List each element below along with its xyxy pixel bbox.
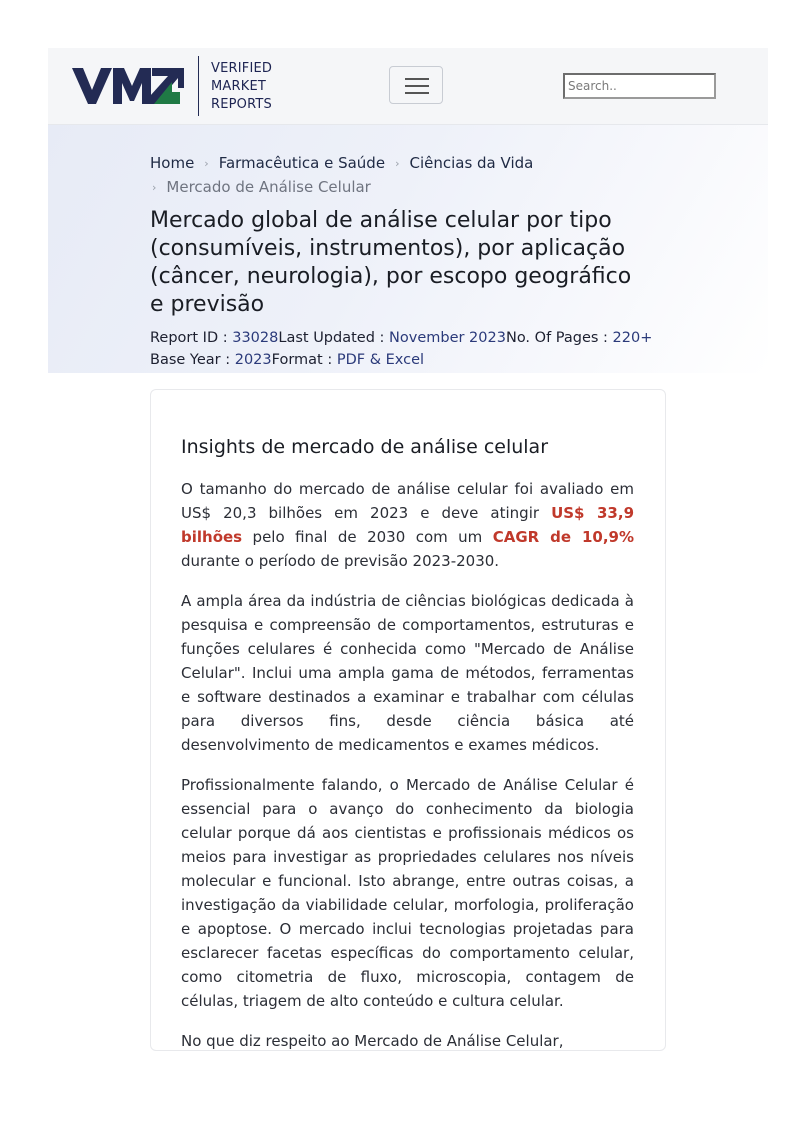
hamburger-icon-bar-top	[405, 78, 429, 80]
updated-value: November 2023	[389, 330, 506, 346]
hamburger-icon-bar-bottom	[405, 92, 429, 94]
updated-label: Last Updated :	[278, 330, 390, 346]
breadcrumb-life-sciences[interactable]: Ciências da Vida	[409, 154, 534, 172]
hamburger-icon-bar-mid	[405, 85, 429, 87]
insights-paragraph-1	[181, 477, 634, 573]
brand-wordmark[interactable]	[211, 60, 301, 114]
insights-paragraph-2: A ampla área da indústria de ciências biológicas dedicada à pesquisa e compreensão de comportamentos, estruturas e funções celulares é conhecida como "Mercado de Análise Celular". Inclui uma ampla gama de métodos, ferramentas e software destinados a examinar e trabalhar com células para diversos fins, desde ciência básica até desenvolvimento de medicamentos e exames médicos.	[181, 592, 634, 754]
chevron-right-icon: ›	[152, 180, 157, 194]
chevron-right-icon: ›	[395, 156, 400, 170]
breadcrumb-pharma[interactable]: Farmacêutica e Saúde	[218, 154, 386, 172]
pages-value: 220+	[612, 330, 653, 346]
logo-divider	[198, 56, 199, 116]
insights-paragraph-4: No que diz respeito ao Mercado de Análise Celular,	[181, 1032, 564, 1050]
pages-label: No. Of Pages :	[505, 330, 613, 346]
report-id-value: 33028	[232, 330, 279, 346]
report-meta	[150, 327, 670, 371]
report-hero	[48, 125, 768, 373]
p1-text-a: O tamanho do mercado de análise celular foi avaliado em US$ 20,3 bilhões em 2023 e deve atingir	[181, 480, 634, 522]
format-label: Format :	[271, 352, 337, 368]
breadcrumb	[150, 151, 670, 199]
insights-title: Insights de mercado de análise celular	[181, 436, 549, 458]
brand-line-3: REPORTS	[211, 97, 272, 112]
breadcrumb-home[interactable]: Home	[150, 154, 195, 172]
chevron-right-icon: ›	[204, 156, 209, 170]
search-input[interactable]	[563, 73, 716, 99]
p1-text-c: durante o período de previsão 2023-2030.	[181, 552, 500, 570]
insights-card	[150, 389, 666, 1051]
menu-toggle-button[interactable]	[389, 66, 443, 104]
breadcrumb-current: Mercado de Análise Celular	[166, 178, 371, 196]
base-year-value: 2023	[234, 352, 272, 368]
market-value-highlight: US$ 33,9 bilhões	[181, 504, 635, 546]
brand-line-2: MARKET	[211, 79, 267, 94]
cagr-highlight: CAGR de 10,9%	[492, 528, 634, 546]
site-header	[48, 48, 768, 125]
format-value: PDF & Excel	[336, 352, 425, 368]
vmr-logo[interactable]	[72, 68, 184, 104]
base-year-label: Base Year :	[150, 352, 235, 368]
insights-paragraph-3: Profissionalmente falando, o Mercado de Análise Celular é essencial para o avanço do conhecimento da biologia celular porque dá aos cientistas e profissionais médicos os meios para investigar as propriedades celulares nos níveis molecular e funcional. Isto abrange, entre outras coisas, a investigação da viabilidade celular, morfologia, proliferação e apoptose. O mercado inclui tecnologias projetadas para esclarecer facetas específicas do comportamento celular, como citometria de fluxo, microscopia, contagem de células, triagem de alto conteúdo e cultura celular.	[181, 776, 634, 1010]
report-id-label: Report ID :	[150, 330, 233, 346]
page-title: Mercado global de análise celular por tipo (consumíveis, instrumentos), por aplicação (câncer, neurologia), por escopo geográfico e previsão	[150, 208, 632, 317]
p1-text-b: pelo final de 2030 com um	[242, 528, 493, 546]
brand-line-1: VERIFIED	[211, 61, 273, 76]
